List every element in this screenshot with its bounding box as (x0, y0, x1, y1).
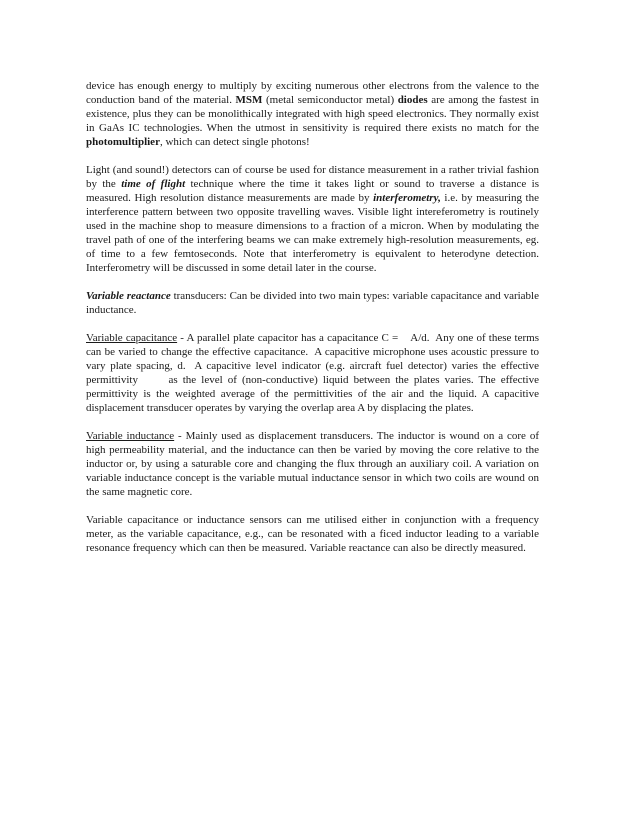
text-run: - Mainly used as displacement transducers. The inductor is wound on a core of high permeability material, and the inductance can then be varied by moving the core relative to the inductor or, by using a saturable core and changing the flux through an auxiliary coil. A variation on variable inductance concept is the variable mutual inductance sensor in which two coils are wound on the same magnetic core. (86, 430, 539, 498)
term-msm: MSM (235, 94, 263, 106)
term-photomultiplier: photomultiplier (86, 136, 160, 148)
text-run: Light (and sound!) detectors can of course be used for distance measurement in a rather trivial fashion by the (86, 164, 539, 190)
paragraph-variable-reactance (86, 289, 539, 317)
text-run: i.e. by measuring the interference pattern between two opposite travelling waves. Visible light intereferometry is routinely used in the machine shop to measure dimensions to a fraction of a micron. When by modulating the travel path of one of the interfering beams we can make extremely high-resolution measurements, eg. of time to a few femtoseconds. Note that interferometry is equivalent to heterodyne detection. Interferometry will be discussed in some detail later in the course. (86, 192, 539, 274)
text-run: - A parallel plate capacitor has a capacitance C = A/d. Any one of these terms can be varied to change the effective capacitance. A capacitive microphone uses acoustic pressure to vary plate spacing, d. A capacitive level indicator (e.g. aircraft fuel detector) varies the effective permittivity as the level of (non-conductive) liquid between the plates varies. The effective permittivity is the weighted average of the permittivities of the air and the liquid. A capacitive displacement transducer operates by varying the overlap area A by displacing the plates. (86, 332, 542, 414)
paragraph-distance-measurement (86, 163, 539, 275)
paragraph-sensor-measurement (86, 513, 539, 555)
text-run: , which can detect single photons! (159, 136, 310, 148)
term-interferometry: interferometry, (373, 192, 441, 204)
text-run: transducers: Can be divided into two main types: variable capacitance and variable inductance. (86, 290, 539, 316)
heading-variable-inductance: Variable inductance (86, 430, 175, 442)
text-run: device has enough energy to multiply by exciting numerous other electrons from the valence to the conduction band of the material. (86, 80, 539, 106)
term-variable-reactance: Variable reactance (86, 290, 171, 302)
paragraph-photodetectors (86, 79, 539, 149)
text-run: Variable capacitance or inductance sensors can me utilised either in conjunction with a frequency meter, as the variable capacitance, e.g., can be resonated with a ficed inductor leading to a variable resonance frequency which can then be measured. Variable reactance can also be directly measured. (86, 514, 539, 554)
text-run: technique where the time it takes light or sound to traverse a distance is measured. High resolution distance measurements are made by (86, 178, 539, 204)
term-diodes: diodes (397, 94, 428, 106)
paragraph-variable-inductance (86, 429, 539, 499)
text-run: (metal semiconductor metal) (262, 94, 398, 106)
paragraph-variable-capacitance (86, 331, 542, 415)
text-run: are among the fastest in existence, plus they can be monolithically integrated with high speed electronics. They normally exist in GaAs IC technologies. When the utmost in sensitivity is required there exists no match for the (86, 94, 539, 134)
heading-variable-capacitance: Variable capacitance (86, 332, 178, 344)
term-time-of-flight: time of flight (121, 178, 186, 190)
body-text (86, 79, 542, 569)
